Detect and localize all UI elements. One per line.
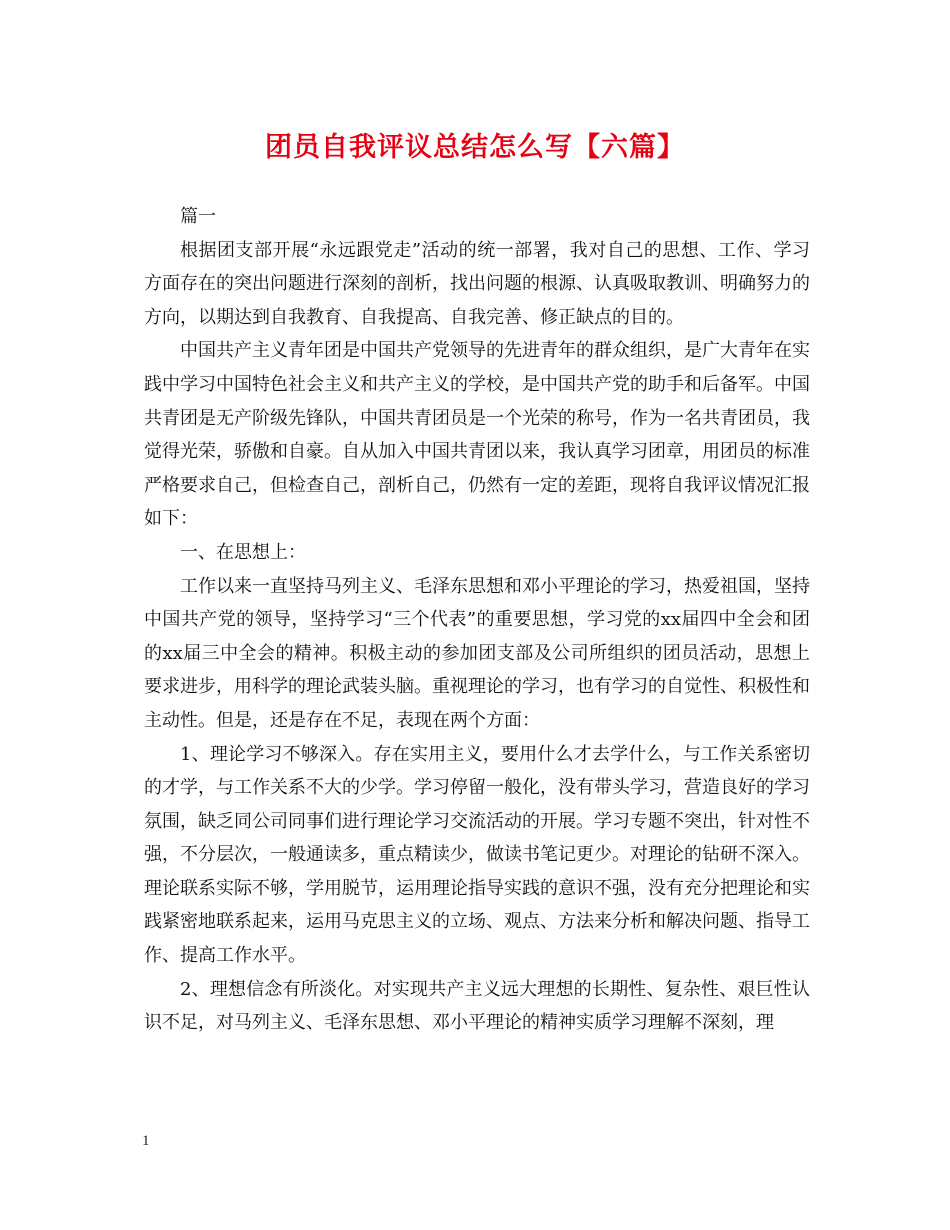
paragraph: 根据团支部开展“永远跟党走”活动的统一部署，我对自己的思想、工作、学习方面存在的突出问题进行深刻的剖析，找出问题的根源、认真吸取教训、明确努力的方向，以期达到自我教育、自我提高、自我完善、修正缺点的目的。 xyxy=(144,239,810,328)
page-number: 1 xyxy=(142,1133,150,1149)
paragraph: 工作以来一直坚持马列主义、毛泽东思想和邓小平理论的学习，热爱祖国，坚持中国共产党的领导，坚持学习“三个代表”的重要思想，学习党的xx届四中全会和团的xx届三中全会的精神。积极主动的参加团支部及公司所组织的团员活动，思想上要求进步，用科学的理论武装头脑。重视理论的学习，也有学习的自觉性、积极性和主动性。但是，还是存在不足，表现在两个方面： xyxy=(144,575,810,731)
document-body xyxy=(144,200,810,1040)
paragraph-subheading: 一、在思想上： xyxy=(180,541,306,563)
document-title: 团员自我评议总结怎么写【六篇】 xyxy=(265,132,685,163)
paragraph: 1、理论学习不够深入。存在实用主义，要用什么才去学什么，与工作关系密切的才学，与工作关系不大的少学。学习停留一般化，没有带头学习，营造良好的学习氛围，缺乏同公司同事们进行理论学习交流活动的开展。学习专题不突出，针对性不强，不分层次，一般通读多，重点精读少，做读书笔记更少。对理论的钻研不深入。理论联系实际不够，学用脱节，运用理论指导实践的意识不强，没有充分把理论和实践紧密地联系起来，运用马克思主义的立场、观点、方法来分析和解决问题、指导工作、提高工作水平。 xyxy=(144,743,810,967)
paragraph: 中国共产主义青年团是中国共产党领导的先进青年的群众组织，是广大青年在实践中学习中国特色社会主义和共产主义的学校，是中国共产党的助手和后备军。中国共青团是无产阶级先锋队，中国共青团员是一个光荣的称号，作为一名共青团员，我觉得光荣，骄傲和自豪。自从加入中国共青团以来，我认真学习团章，用团员的标准严格要求自己，但检查自己，剖析自己，仍然有一定的差距，现将自我评议情况汇报如下： xyxy=(144,340,810,530)
paragraph: 2、理想信念有所淡化。对实现共产主义远大理想的长期性、复杂性、艰巨性认识不足，对马列主义、毛泽东思想、邓小平理论的精神实质学习理解不深刻，理 xyxy=(144,978,810,1034)
paragraph-section-heading: 篇一 xyxy=(180,206,216,227)
